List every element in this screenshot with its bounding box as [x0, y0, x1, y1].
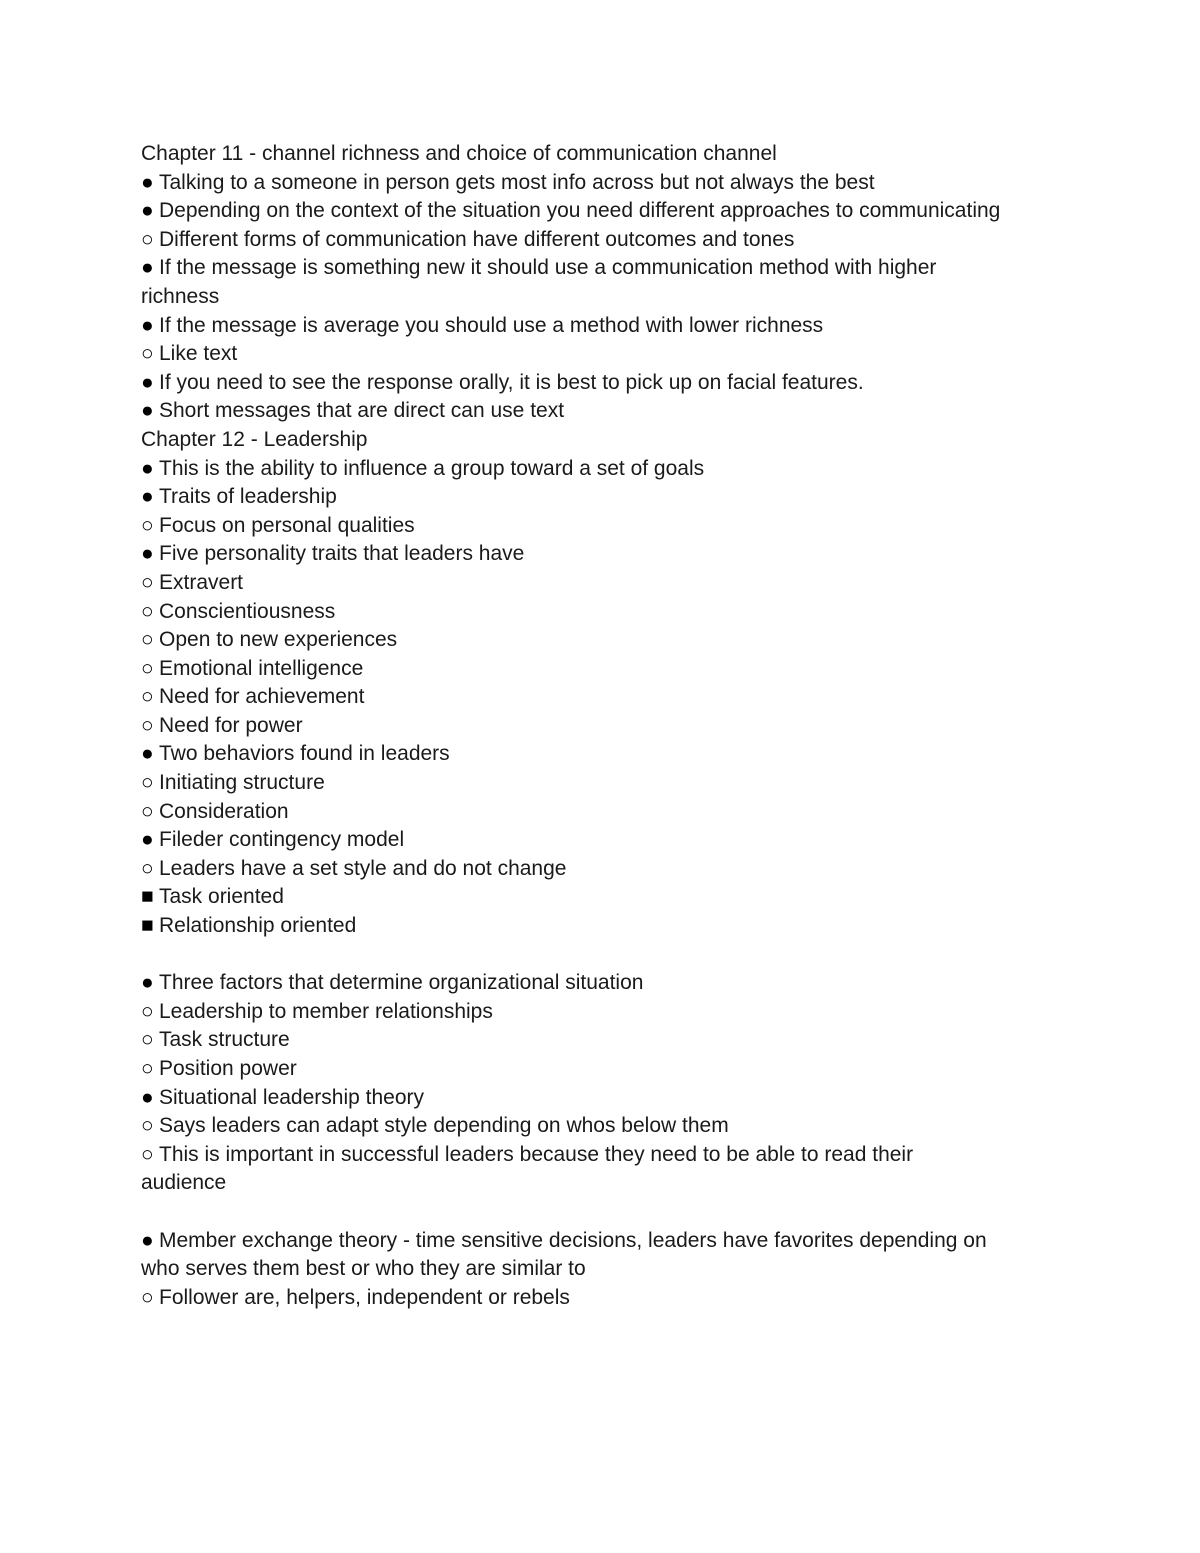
- bullet-item: [141, 969, 1001, 998]
- bullet-item: [141, 197, 1001, 226]
- hollow-circle-bullet-icon: ○: [141, 342, 154, 366]
- line-text: Five personality traits that leaders have: [159, 542, 525, 566]
- sub-bullet-item: [141, 712, 1001, 741]
- filled-circle-bullet-icon: ●: [141, 313, 154, 337]
- bullet-item: [141, 312, 1001, 341]
- bullet-item: [141, 455, 1001, 484]
- line-text: If the message is something new it should use a communication method with higher richness: [141, 256, 937, 308]
- line-text: Position power: [159, 1057, 297, 1080]
- line-text: Conscientiousness: [159, 599, 336, 623]
- document-body: [141, 140, 1001, 1312]
- filled-circle-bullet-icon: ●: [141, 170, 154, 194]
- filled-circle-bullet-icon: ●: [141, 1085, 154, 1109]
- bullet-item: [141, 826, 1001, 855]
- hollow-circle-bullet-icon: ○: [141, 713, 154, 737]
- hollow-circle-bullet-icon: ○: [141, 799, 154, 823]
- sub-bullet-item: [141, 655, 1001, 684]
- hollow-circle-bullet-icon: ○: [141, 599, 154, 623]
- square-bullet-icon: ■: [141, 885, 154, 909]
- line-text: Two behaviors found in leaders: [159, 742, 450, 766]
- line-text: Fileder contingency model: [159, 828, 405, 852]
- sub-bullet-item: [141, 598, 1001, 627]
- hollow-circle-bullet-icon: ○: [141, 628, 154, 652]
- sub-bullet-item: [141, 626, 1001, 655]
- filled-circle-bullet-icon: ●: [141, 971, 154, 995]
- filled-circle-bullet-icon: ●: [141, 370, 154, 394]
- hollow-circle-bullet-icon: ○: [141, 685, 154, 709]
- hollow-circle-bullet-icon: ○: [141, 771, 154, 795]
- line-text: Chapter 12 - Leadership: [141, 427, 368, 451]
- sub-bullet-item: [141, 1026, 1001, 1055]
- line-text: Leaders have a set style and do not change: [159, 856, 567, 880]
- filled-circle-bullet-icon: ●: [141, 256, 154, 280]
- line-text: If the message is average you should use a method with lower richness: [159, 313, 824, 337]
- bullet-item: [141, 369, 1001, 398]
- hollow-circle-bullet-icon: ○: [141, 1114, 154, 1138]
- filled-circle-bullet-icon: ●: [141, 1228, 154, 1252]
- line-text: Situational leadership theory: [159, 1085, 425, 1109]
- sub-bullet-item: [141, 1141, 1001, 1198]
- filled-circle-bullet-icon: ●: [141, 199, 154, 223]
- line-text: Three factors that determine organizational situation: [159, 971, 644, 995]
- filled-circle-bullet-icon: ●: [141, 456, 154, 480]
- line-text: Talking to a someone in person gets most info across but not always the best: [159, 170, 875, 194]
- sub-bullet-item: [141, 1112, 1001, 1141]
- bullet-item: [141, 1227, 1001, 1284]
- hollow-circle-bullet-icon: ○: [141, 1057, 154, 1080]
- bullet-item: [141, 740, 1001, 769]
- line-text: This is important in successful leaders because they need to be able to read their audience: [141, 1142, 914, 1195]
- bullet-item: [141, 1084, 1001, 1113]
- line-text: Need for achievement: [159, 685, 365, 709]
- chapter-heading: [141, 426, 1001, 455]
- chapter-heading: [141, 140, 1001, 169]
- line-text: Leadership to member relationships: [159, 999, 493, 1023]
- line-text: Member exchange theory - time sensitive decisions, leaders have favorites depending on who serves them best or who they are similar to: [141, 1228, 987, 1281]
- sub-bullet-item: [141, 1055, 1001, 1084]
- sub-bullet-item: [141, 998, 1001, 1027]
- sub-sub-bullet-item: [141, 912, 1001, 941]
- sub-bullet-item: [141, 855, 1001, 884]
- sub-bullet-item: [141, 1284, 1001, 1313]
- bullet-item: [141, 483, 1001, 512]
- hollow-circle-bullet-icon: ○: [141, 656, 154, 680]
- line-text: Follower are, helpers, independent or rebels: [159, 1285, 570, 1309]
- line-text: Says leaders can adapt style depending on whos below them: [159, 1114, 729, 1138]
- line-text: Initiating structure: [159, 771, 325, 795]
- hollow-circle-bullet-icon: ○: [141, 856, 154, 880]
- line-text: Traits of leadership: [159, 485, 337, 509]
- hollow-circle-bullet-icon: ○: [141, 999, 154, 1023]
- square-bullet-icon: ■: [141, 914, 154, 938]
- line-text: If you need to see the response orally, it is best to pick up on facial features.: [159, 370, 864, 394]
- filled-circle-bullet-icon: ●: [141, 485, 154, 509]
- hollow-circle-bullet-icon: ○: [141, 1285, 154, 1309]
- line-text: Open to new experiences: [159, 628, 398, 652]
- bullet-item: [141, 397, 1001, 426]
- line-text: This is the ability to influence a group toward a set of goals: [159, 456, 705, 480]
- bullet-item: [141, 540, 1001, 569]
- sub-sub-bullet-item: [141, 883, 1001, 912]
- hollow-circle-bullet-icon: ○: [141, 570, 154, 594]
- line-text: Relationship oriented: [159, 914, 357, 938]
- line-text: Need for power: [159, 713, 303, 737]
- line-text: Consideration: [159, 799, 289, 823]
- filled-circle-bullet-icon: ●: [141, 828, 154, 852]
- filled-circle-bullet-icon: ●: [141, 742, 154, 766]
- line-text: Short messages that are direct can use text: [159, 399, 565, 423]
- line-text: Extravert: [159, 570, 244, 594]
- line-text: Different forms of communication have different outcomes and tones: [159, 227, 795, 251]
- line-text: Focus on personal qualities: [159, 513, 415, 537]
- line-text: Like text: [159, 342, 238, 366]
- sub-bullet-item: [141, 340, 1001, 369]
- hollow-circle-bullet-icon: ○: [141, 513, 154, 537]
- sub-bullet-item: [141, 512, 1001, 541]
- line-text: Task structure: [159, 1028, 290, 1052]
- sub-bullet-item: [141, 569, 1001, 598]
- sub-bullet-item: [141, 226, 1001, 255]
- line-text: Depending on the context of the situation you need different approaches to communicating: [159, 199, 1001, 223]
- sub-bullet-item: [141, 798, 1001, 827]
- line-text: Emotional intelligence: [159, 656, 364, 680]
- filled-circle-bullet-icon: ●: [141, 542, 154, 566]
- hollow-circle-bullet-icon: ○: [141, 1028, 154, 1052]
- line-text: Task oriented: [159, 885, 284, 909]
- hollow-circle-bullet-icon: ○: [141, 227, 154, 251]
- blank-line: [141, 941, 1001, 970]
- bullet-item: [141, 254, 1001, 311]
- hollow-circle-bullet-icon: ○: [141, 1142, 154, 1166]
- sub-bullet-item: [141, 769, 1001, 798]
- line-text: Chapter 11 - channel richness and choice of communication channel: [141, 142, 777, 165]
- sub-bullet-item: [141, 683, 1001, 712]
- blank-line: [141, 1198, 1001, 1227]
- filled-circle-bullet-icon: ●: [141, 399, 154, 423]
- bullet-item: [141, 169, 1001, 198]
